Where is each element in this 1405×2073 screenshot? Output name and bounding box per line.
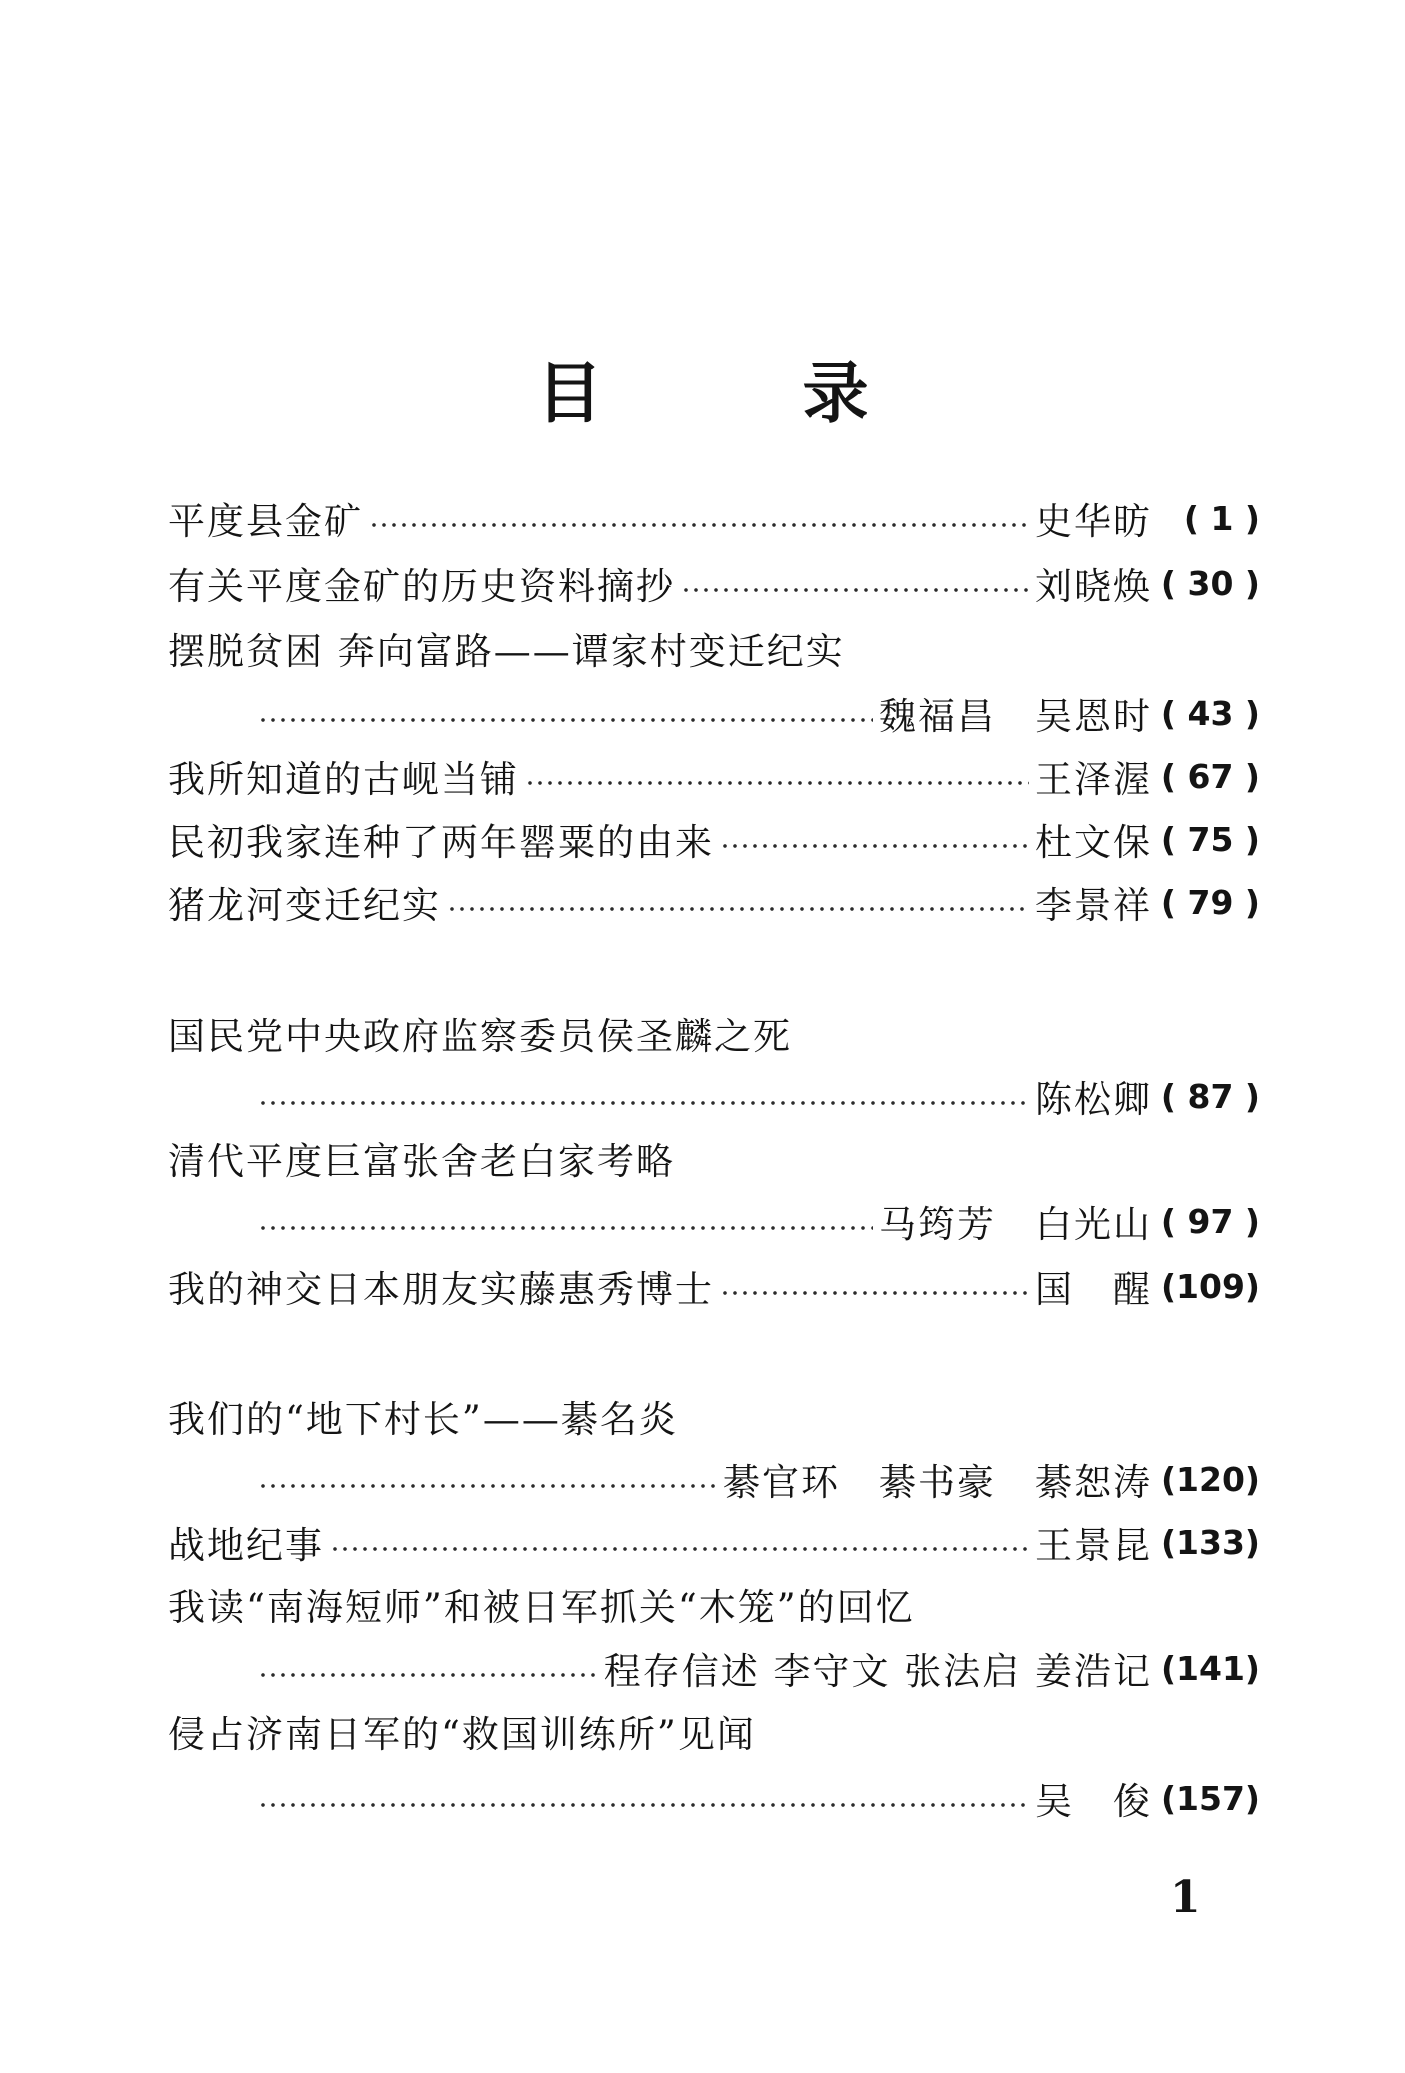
entry-author: 魏福昌 吴恩时 [879,695,1152,738]
entry-title: 我的神交日本朋友实藤惠秀博士 [168,1268,714,1311]
toc-entry[interactable] [168,1388,1260,1444]
toc-entry[interactable] [168,490,1260,546]
toc-heading-char-2: 录 [802,355,869,432]
toc-entry[interactable] [168,1514,1260,1570]
dot-leader [525,781,1029,785]
toc-entry[interactable] [168,1005,1260,1061]
entry-title: 国民党中央政府监察委员侯圣麟之死 [168,1015,792,1058]
entry-title: 战地纪事 [168,1524,324,1567]
toc-entry[interactable] [168,620,1260,676]
toc-entry[interactable] [168,748,1260,804]
toc-entry-continuation [168,1640,1260,1696]
entry-title: 我所知道的古岘当铺 [168,758,519,801]
entry-page: ( 97 ) [1160,1201,1260,1241]
dot-leader [258,718,873,722]
dot-leader [258,1803,1029,1807]
entry-page: (133) [1160,1522,1260,1562]
entry-title: 侵占济南日军的“救国训练所”见闻 [168,1713,756,1756]
toc-entry[interactable] [168,1258,1260,1314]
dot-leader [447,907,1029,911]
entry-author: 程存信述 李守文 张法启 姜浩记 [603,1650,1152,1693]
entry-author: 王景昆 [1035,1524,1152,1567]
toc-entry-continuation [168,1068,1260,1124]
entry-page: (157) [1160,1778,1260,1818]
entry-page: ( 1 ) [1183,498,1260,538]
entry-author: 陈松卿 [1035,1078,1152,1121]
entry-title: 民初我家连种了两年罂粟的由来 [168,821,714,864]
toc-entry[interactable] [168,555,1260,611]
dot-leader [720,1291,1029,1295]
dot-leader [330,1547,1029,1551]
entry-author: 吴 俊 [1035,1780,1152,1823]
entry-title: 猪龙河变迁纪实 [168,884,441,927]
entry-author: 国 醒 [1035,1268,1152,1311]
toc-heading [0,340,1405,435]
toc-entry[interactable] [168,1576,1260,1632]
entry-author: 杜文保 [1035,821,1152,864]
entry-page: ( 43 ) [1160,693,1260,733]
entry-author: 刘晓焕 [1035,565,1152,608]
entry-page: (141) [1160,1648,1260,1688]
dot-leader [720,844,1029,848]
entry-title: 摆脱贫困 奔向富路——谭家村变迁纪实 [168,630,845,673]
entry-title: 我们的“地下村长”——綦名炎 [168,1398,678,1441]
entry-title: 平度县金矿 [168,500,363,543]
toc-heading-char-1: 目 [536,355,603,432]
entry-page: ( 30 ) [1160,563,1260,603]
entry-page: ( 87 ) [1160,1076,1260,1116]
entry-page: (109) [1160,1266,1260,1306]
page-number: 1 [1170,1872,1201,1923]
toc-entry-continuation [168,1770,1260,1826]
toc-entry[interactable] [168,1703,1260,1759]
toc-entry-continuation [168,685,1260,741]
entry-title: 有关平度金矿的历史资料摘抄 [168,565,675,608]
toc-entry-continuation [168,1193,1260,1249]
toc-entry[interactable] [168,1130,1260,1186]
toc-entry[interactable] [168,874,1260,930]
entry-author: 马筠芳 白光山 [879,1203,1152,1246]
dot-leader [258,1484,717,1488]
entry-title: 我读“南海短师”和被日军抓关“木笼”的回忆 [168,1586,915,1629]
dot-leader [369,523,1029,527]
dot-leader [258,1673,598,1677]
toc-entry-continuation [168,1451,1260,1507]
entry-author: 綦官环 綦书豪 綦恕涛 [723,1461,1152,1504]
toc-entry[interactable] [168,811,1260,867]
entry-page: ( 79 ) [1160,882,1260,922]
entry-title: 清代平度巨富张舍老白家考略 [168,1140,675,1183]
entry-page: (120) [1160,1459,1260,1499]
dot-leader [258,1101,1029,1105]
dot-leader [258,1226,873,1230]
dot-leader [681,588,1029,592]
entry-author: 史华昉 [1035,500,1152,543]
entry-page: ( 67 ) [1160,756,1260,796]
entry-page: ( 75 ) [1160,819,1260,859]
entry-author: 王泽渥 [1035,758,1152,801]
entry-author: 李景祥 [1035,884,1152,927]
